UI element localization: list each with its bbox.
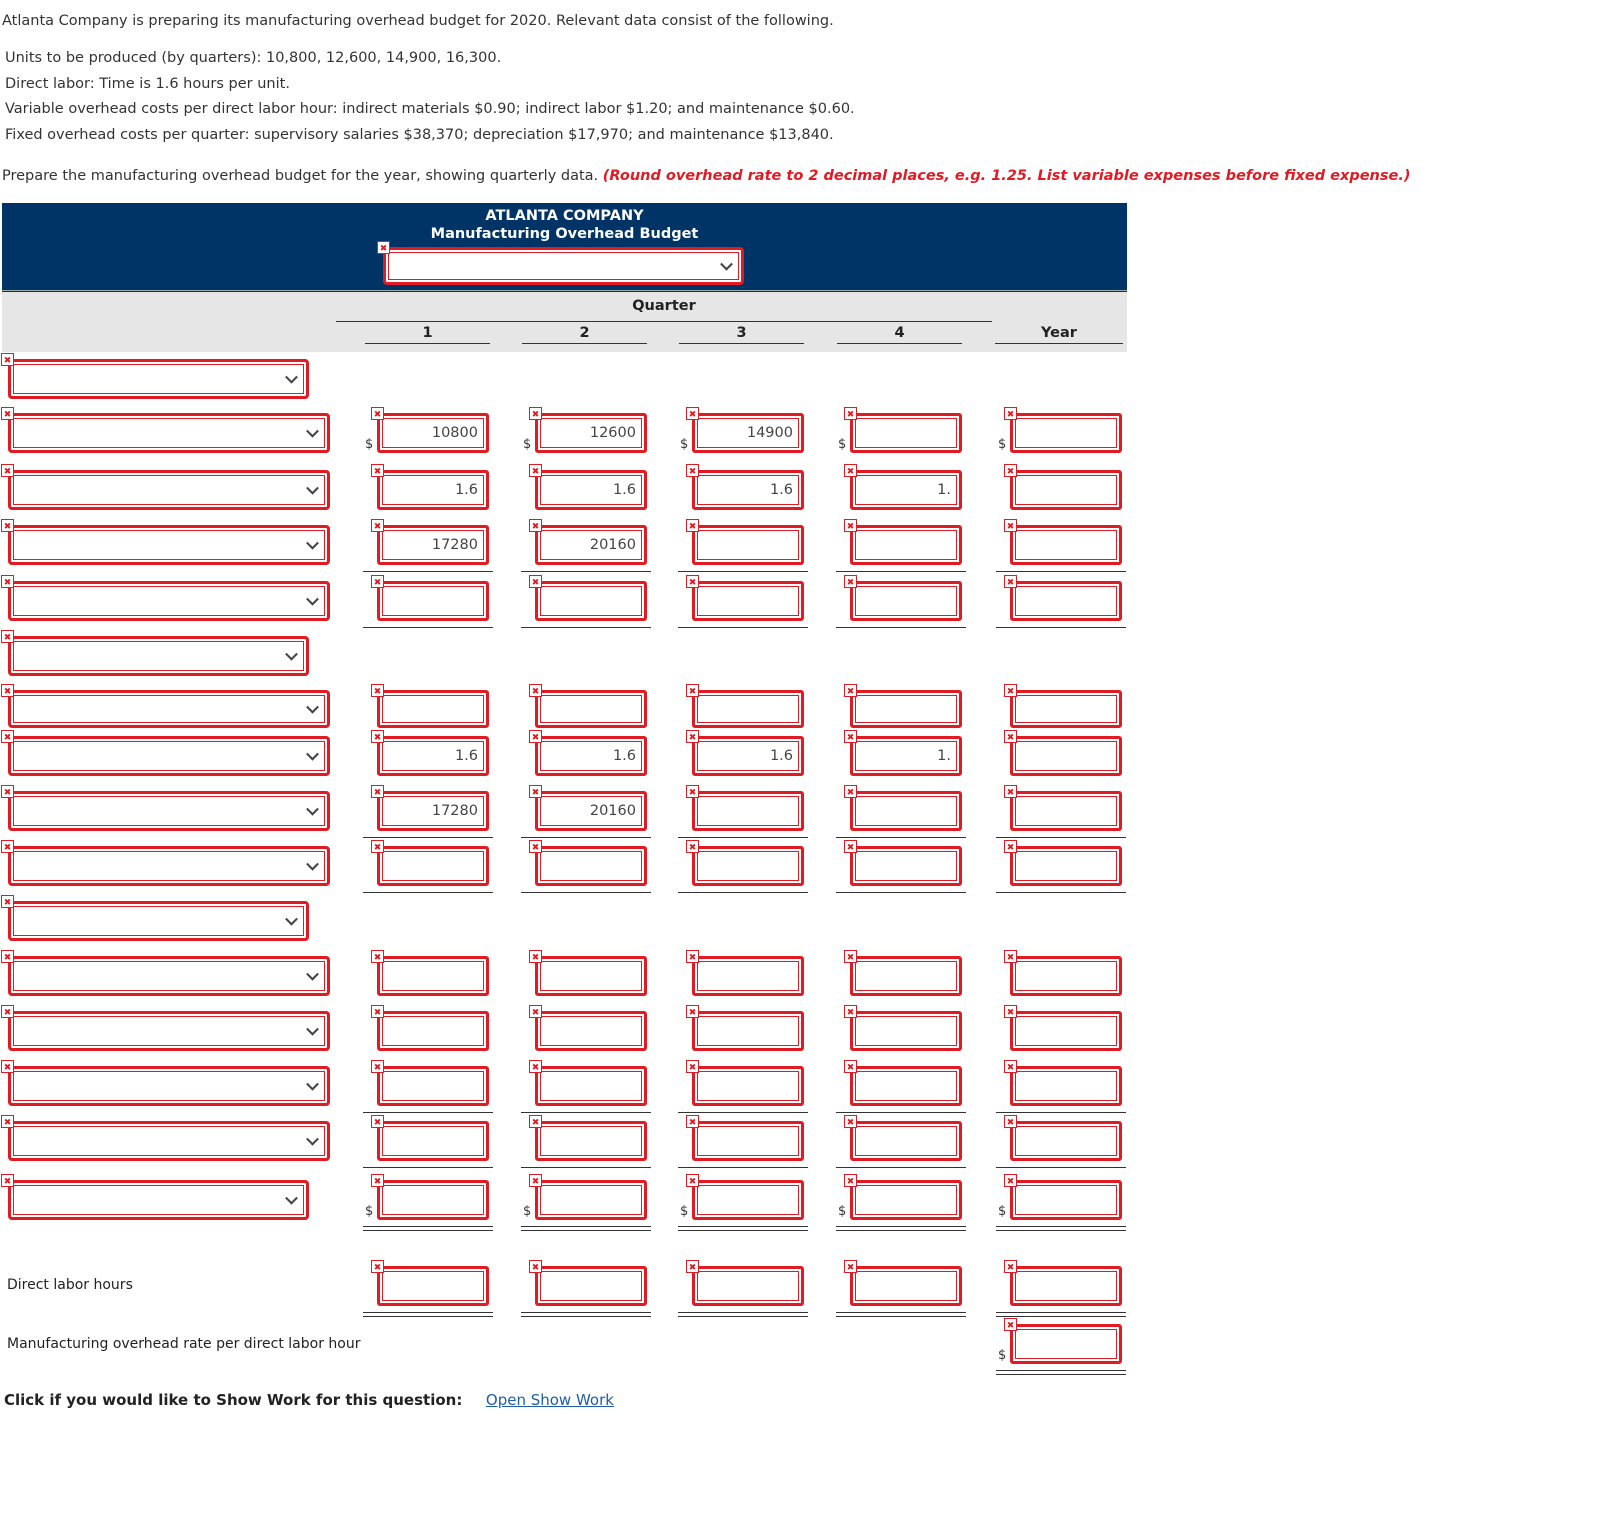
total-underline	[836, 1226, 966, 1231]
total-underline	[521, 571, 651, 572]
total-underline	[363, 627, 493, 628]
incorrect-icon	[1, 1060, 14, 1073]
row-14-year-input[interactable]	[1010, 1066, 1122, 1106]
total-underline	[363, 571, 493, 572]
dollar-sign: $	[838, 1204, 847, 1219]
chevron-down-icon	[306, 968, 319, 981]
row-14-q4-input[interactable]	[850, 1066, 962, 1106]
chevron-down-icon	[306, 1078, 319, 1091]
incorrect-icon	[844, 575, 857, 588]
incorrect-icon	[1004, 730, 1017, 743]
incorrect-icon	[1, 785, 14, 798]
incorrect-icon	[844, 1174, 857, 1187]
total-underline	[363, 1312, 493, 1317]
incorrect-icon	[1004, 575, 1017, 588]
chevron-down-icon	[306, 425, 319, 438]
total-underline	[836, 627, 966, 628]
incorrect-icon	[371, 950, 384, 963]
instruction	[2, 168, 1410, 184]
row-15-q2-input[interactable]	[535, 1121, 647, 1161]
incorrect-icon	[686, 519, 699, 532]
row-10-year-input[interactable]	[1010, 846, 1122, 886]
total-underline	[836, 837, 966, 838]
chevron-down-icon	[285, 913, 298, 926]
dollar-sign: $	[998, 1348, 1007, 1363]
row-16-q3-input[interactable]	[692, 1180, 804, 1220]
row-16-q2-input[interactable]	[535, 1180, 647, 1220]
row-12-account-select[interactable]	[8, 956, 330, 996]
incorrect-icon	[844, 407, 857, 420]
row-2-account-select[interactable]	[8, 413, 330, 453]
incorrect-icon	[1004, 1318, 1017, 1331]
dollar-sign: $	[365, 437, 374, 452]
total-underline	[836, 571, 966, 572]
row-14-q1-input[interactable]	[377, 1066, 489, 1106]
incorrect-icon	[686, 1115, 699, 1128]
row-4-q3-input[interactable]	[692, 525, 804, 565]
total-underline	[521, 1167, 651, 1168]
total-underline	[678, 1312, 808, 1317]
budget-title: Manufacturing Overhead Budget	[430, 226, 699, 242]
row-16-q1-input[interactable]	[377, 1180, 489, 1220]
row-10-q1-input[interactable]	[377, 846, 489, 886]
incorrect-icon	[529, 575, 542, 588]
chevron-down-icon	[306, 1133, 319, 1146]
incorrect-icon	[844, 1005, 857, 1018]
row-10-q2-input[interactable]	[535, 846, 647, 886]
incorrect-icon	[1, 895, 14, 908]
incorrect-icon	[529, 840, 542, 853]
total-underline	[521, 837, 651, 838]
row-10-q4-input[interactable]	[850, 846, 962, 886]
total-underline	[521, 1112, 651, 1113]
incorrect-icon	[686, 684, 699, 697]
incorrect-icon	[1004, 1260, 1017, 1273]
row-2-q3-input[interactable]: 14900	[692, 413, 804, 453]
incorrect-icon	[1, 407, 14, 420]
row-12-q2-input[interactable]	[535, 956, 647, 996]
show-work-prompt: Click if you would like to Show Work for this question:	[4, 1391, 463, 1409]
total-underline	[678, 837, 808, 838]
incorrect-icon	[1, 1005, 14, 1018]
incorrect-icon	[529, 519, 542, 532]
row-3-q3-input[interactable]: 1.6	[692, 470, 804, 510]
row-5-account-select[interactable]	[8, 581, 330, 621]
incorrect-icon	[371, 1174, 384, 1187]
row-2-q1-input[interactable]: 10800	[377, 413, 489, 453]
incorrect-icon	[1, 519, 14, 532]
incorrect-icon	[1004, 950, 1017, 963]
incorrect-icon	[686, 1005, 699, 1018]
incorrect-icon	[371, 785, 384, 798]
incorrect-icon	[371, 1115, 384, 1128]
total-underline	[996, 1370, 1126, 1375]
row-5-q3-input[interactable]	[692, 581, 804, 621]
row-3-q1-input[interactable]: 1.6	[377, 470, 489, 510]
row-4-year-input[interactable]	[1010, 525, 1122, 565]
column-q2: 2	[522, 325, 647, 344]
row-15-q1-input[interactable]	[377, 1121, 489, 1161]
row-6-account-select[interactable]	[8, 636, 309, 676]
total-underline	[363, 837, 493, 838]
company-name: ATLANTA COMPANY	[485, 208, 644, 224]
incorrect-icon	[371, 684, 384, 697]
incorrect-icon	[1, 575, 14, 588]
incorrect-icon	[686, 1260, 699, 1273]
row-4-account-select[interactable]	[8, 525, 330, 565]
row-5-q1-input[interactable]	[377, 581, 489, 621]
incorrect-icon	[686, 1174, 699, 1187]
incorrect-icon	[371, 519, 384, 532]
chevron-down-icon	[306, 593, 319, 606]
incorrect-icon	[1004, 407, 1017, 420]
total-underline	[996, 571, 1126, 572]
incorrect-icon	[686, 840, 699, 853]
problem-intro: Atlanta Company is preparing its manufacturing overhead budget for 2020. Relevant data consist of the following.	[2, 13, 834, 29]
total-underline	[996, 1112, 1126, 1113]
instruction-note: (Round overhead rate to 2 decimal places, e.g. 1.25. List variable expenses before fixed expense.)	[602, 168, 1411, 184]
row-14-q3-input[interactable]	[692, 1066, 804, 1106]
incorrect-icon	[1004, 519, 1017, 532]
total-underline	[363, 1167, 493, 1168]
column-q1: 1	[365, 325, 490, 344]
incorrect-icon	[529, 464, 542, 477]
dollar-sign: $	[838, 437, 847, 452]
incorrect-icon	[1, 1174, 14, 1187]
incorrect-icon	[1004, 684, 1017, 697]
label-overhead-rate: Manufacturing overhead rate per direct labor hour	[7, 1336, 361, 1352]
incorrect-icon	[686, 464, 699, 477]
total-underline	[836, 892, 966, 893]
total-underline	[678, 1167, 808, 1168]
row-12-q4-input[interactable]	[850, 956, 962, 996]
row-2-year-input[interactable]	[1010, 413, 1122, 453]
incorrect-icon	[529, 407, 542, 420]
chevron-down-icon	[306, 1023, 319, 1036]
row-8-year-input[interactable]	[1010, 736, 1122, 776]
incorrect-icon	[686, 407, 699, 420]
direct-labor-hours-q3-input[interactable]	[692, 1266, 804, 1306]
incorrect-icon	[1, 730, 14, 743]
open-show-work-link[interactable]: Open Show Work	[485, 1391, 614, 1409]
row-12-q3-input[interactable]	[692, 956, 804, 996]
chevron-down-icon	[306, 482, 319, 495]
row-8-q3-input[interactable]: 1.6	[692, 736, 804, 776]
total-underline	[996, 837, 1126, 838]
incorrect-icon	[844, 1060, 857, 1073]
incorrect-icon	[686, 1060, 699, 1073]
row-8-q4-input[interactable]: 1.	[850, 736, 962, 776]
total-underline	[996, 1167, 1126, 1168]
incorrect-icon	[844, 950, 857, 963]
total-underline	[678, 627, 808, 628]
total-underline	[996, 1312, 1126, 1317]
row-12-year-input[interactable]	[1010, 956, 1122, 996]
row-4-q4-input[interactable]	[850, 525, 962, 565]
incorrect-icon	[371, 730, 384, 743]
incorrect-icon	[529, 785, 542, 798]
row-9-q2-input[interactable]: 20160	[535, 791, 647, 831]
incorrect-icon	[1, 840, 14, 853]
row-12-q1-input[interactable]	[377, 956, 489, 996]
incorrect-icon	[371, 1260, 384, 1273]
incorrect-icon	[1004, 1060, 1017, 1073]
dollar-sign: $	[680, 437, 689, 452]
quarter-group-label: Quarter	[632, 298, 696, 314]
incorrect-icon	[686, 575, 699, 588]
chevron-down-icon	[285, 648, 298, 661]
incorrect-icon	[529, 950, 542, 963]
instruction-text: Prepare the manufacturing overhead budget for the year, showing quarterly data.	[2, 168, 599, 184]
dollar-sign: $	[998, 437, 1007, 452]
row-2-q4-input[interactable]	[850, 413, 962, 453]
chevron-down-icon	[285, 371, 298, 384]
row-5-year-input[interactable]	[1010, 581, 1122, 621]
overhead-rate-input[interactable]	[1010, 1324, 1122, 1364]
column-year: Year	[995, 325, 1123, 344]
total-underline	[836, 1167, 966, 1168]
direct-labor-hours-q4-input[interactable]	[850, 1266, 962, 1306]
fact-variable-overhead: Variable overhead costs per direct labor hour: indirect materials $0.90; indirect labor $1.20; and maintenance $0.60.	[5, 101, 855, 117]
incorrect-icon	[844, 1115, 857, 1128]
row-7-q4-input[interactable]	[850, 690, 962, 728]
incorrect-icon	[377, 241, 390, 254]
row-5-q4-input[interactable]	[850, 581, 962, 621]
row-11-account-select[interactable]	[8, 901, 309, 941]
chevron-down-icon	[306, 858, 319, 871]
total-underline	[678, 1226, 808, 1231]
incorrect-icon	[844, 730, 857, 743]
total-underline	[678, 1112, 808, 1113]
row-9-q4-input[interactable]	[850, 791, 962, 831]
row-13-q3-input[interactable]	[692, 1011, 804, 1051]
incorrect-icon	[1004, 785, 1017, 798]
row-14-account-select[interactable]	[8, 1066, 330, 1106]
total-underline	[836, 1312, 966, 1317]
dollar-sign: $	[680, 1204, 689, 1219]
total-underline	[521, 1226, 651, 1231]
row-8-q1-input[interactable]: 1.6	[377, 736, 489, 776]
row-1-account-select[interactable]	[8, 359, 309, 399]
quarter-group-underline	[336, 321, 992, 322]
incorrect-icon	[1, 950, 14, 963]
column-q3: 3	[679, 325, 804, 344]
incorrect-icon	[529, 684, 542, 697]
incorrect-icon	[529, 1005, 542, 1018]
row-2-q2-input[interactable]: 12600	[535, 413, 647, 453]
incorrect-icon	[371, 407, 384, 420]
row-13-q4-input[interactable]	[850, 1011, 962, 1051]
row-8-account-select[interactable]	[8, 736, 330, 776]
row-16-q4-input[interactable]	[850, 1180, 962, 1220]
incorrect-icon	[371, 1060, 384, 1073]
incorrect-icon	[529, 1174, 542, 1187]
total-underline	[521, 627, 651, 628]
row-3-q2-input[interactable]: 1.6	[535, 470, 647, 510]
fact-direct-labor: Direct labor: Time is 1.6 hours per unit.	[5, 76, 290, 92]
incorrect-icon	[844, 464, 857, 477]
total-underline	[996, 892, 1126, 893]
row-10-account-select[interactable]	[8, 846, 330, 886]
row-16-year-input[interactable]	[1010, 1180, 1122, 1220]
incorrect-icon	[529, 730, 542, 743]
label-direct-labor-hours: Direct labor hours	[7, 1277, 133, 1293]
row-15-year-input[interactable]	[1010, 1121, 1122, 1161]
total-underline	[363, 892, 493, 893]
period-select[interactable]	[383, 247, 744, 285]
direct-labor-hours-q2-input[interactable]	[535, 1266, 647, 1306]
incorrect-icon	[1004, 1005, 1017, 1018]
total-underline	[521, 892, 651, 893]
row-3-q4-input[interactable]: 1.	[850, 470, 962, 510]
dollar-sign: $	[523, 437, 532, 452]
row-7-account-select[interactable]	[8, 690, 330, 728]
row-9-q3-input[interactable]	[692, 791, 804, 831]
incorrect-icon	[371, 575, 384, 588]
incorrect-icon	[529, 1115, 542, 1128]
chevron-down-icon	[306, 803, 319, 816]
column-q4: 4	[837, 325, 962, 344]
dollar-sign: $	[365, 1204, 374, 1219]
row-3-year-input[interactable]	[1010, 470, 1122, 510]
chevron-down-icon	[285, 1192, 298, 1205]
dollar-sign: $	[998, 1204, 1007, 1219]
row-7-q2-input[interactable]	[535, 690, 647, 728]
row-15-q4-input[interactable]	[850, 1121, 962, 1161]
incorrect-icon	[1004, 464, 1017, 477]
incorrect-icon	[686, 950, 699, 963]
direct-labor-hours-q1-input[interactable]	[377, 1266, 489, 1306]
fact-fixed-overhead: Fixed overhead costs per quarter: supervisory salaries $38,370; depreciation $17,970; and maintenance $13,840.	[5, 127, 834, 143]
row-13-year-input[interactable]	[1010, 1011, 1122, 1051]
total-underline	[363, 1226, 493, 1231]
row-13-q2-input[interactable]	[535, 1011, 647, 1051]
row-4-q2-input[interactable]: 20160	[535, 525, 647, 565]
row-10-q3-input[interactable]	[692, 846, 804, 886]
row-13-account-select[interactable]	[8, 1011, 330, 1051]
total-underline	[678, 571, 808, 572]
incorrect-icon	[686, 785, 699, 798]
incorrect-icon	[529, 1060, 542, 1073]
incorrect-icon	[844, 519, 857, 532]
incorrect-icon	[1, 684, 14, 697]
total-underline	[996, 1226, 1126, 1231]
dollar-sign: $	[523, 1204, 532, 1219]
row-9-year-input[interactable]	[1010, 791, 1122, 831]
row-13-q1-input[interactable]	[377, 1011, 489, 1051]
row-16-account-select[interactable]	[8, 1180, 309, 1220]
row-7-year-input[interactable]	[1010, 690, 1122, 728]
incorrect-icon	[1, 353, 14, 366]
incorrect-icon	[529, 1260, 542, 1273]
row-9-account-select[interactable]	[8, 791, 330, 831]
fact-units: Units to be produced (by quarters): 10,800, 12,600, 14,900, 16,300.	[5, 50, 502, 66]
chevron-down-icon	[306, 537, 319, 550]
row-7-q3-input[interactable]	[692, 690, 804, 728]
incorrect-icon	[844, 1260, 857, 1273]
total-underline	[363, 1112, 493, 1113]
row-7-q1-input[interactable]	[377, 690, 489, 728]
incorrect-icon	[1004, 1174, 1017, 1187]
row-14-q2-input[interactable]	[535, 1066, 647, 1106]
total-underline	[678, 892, 808, 893]
row-3-account-select[interactable]	[8, 470, 330, 510]
incorrect-icon	[1, 630, 14, 643]
incorrect-icon	[844, 840, 857, 853]
incorrect-icon	[686, 730, 699, 743]
incorrect-icon	[1004, 1115, 1017, 1128]
total-underline	[521, 1312, 651, 1317]
chevron-down-icon	[306, 748, 319, 761]
incorrect-icon	[371, 1005, 384, 1018]
row-8-q2-input[interactable]: 1.6	[535, 736, 647, 776]
show-work-row	[4, 1391, 614, 1409]
total-underline	[836, 1112, 966, 1113]
row-15-account-select[interactable]	[8, 1121, 330, 1161]
header-divider	[2, 290, 1127, 291]
incorrect-icon	[844, 785, 857, 798]
total-underline	[996, 627, 1126, 628]
incorrect-icon	[371, 464, 384, 477]
row-4-q1-input[interactable]: 17280	[377, 525, 489, 565]
row-5-q2-input[interactable]	[535, 581, 647, 621]
incorrect-icon	[371, 840, 384, 853]
chevron-down-icon	[720, 258, 733, 271]
incorrect-icon	[1004, 840, 1017, 853]
row-15-q3-input[interactable]	[692, 1121, 804, 1161]
incorrect-icon	[1, 464, 14, 477]
incorrect-icon	[1, 1115, 14, 1128]
row-9-q1-input[interactable]: 17280	[377, 791, 489, 831]
direct-labor-hours-year-input[interactable]	[1010, 1266, 1122, 1306]
incorrect-icon	[844, 684, 857, 697]
chevron-down-icon	[306, 701, 319, 714]
